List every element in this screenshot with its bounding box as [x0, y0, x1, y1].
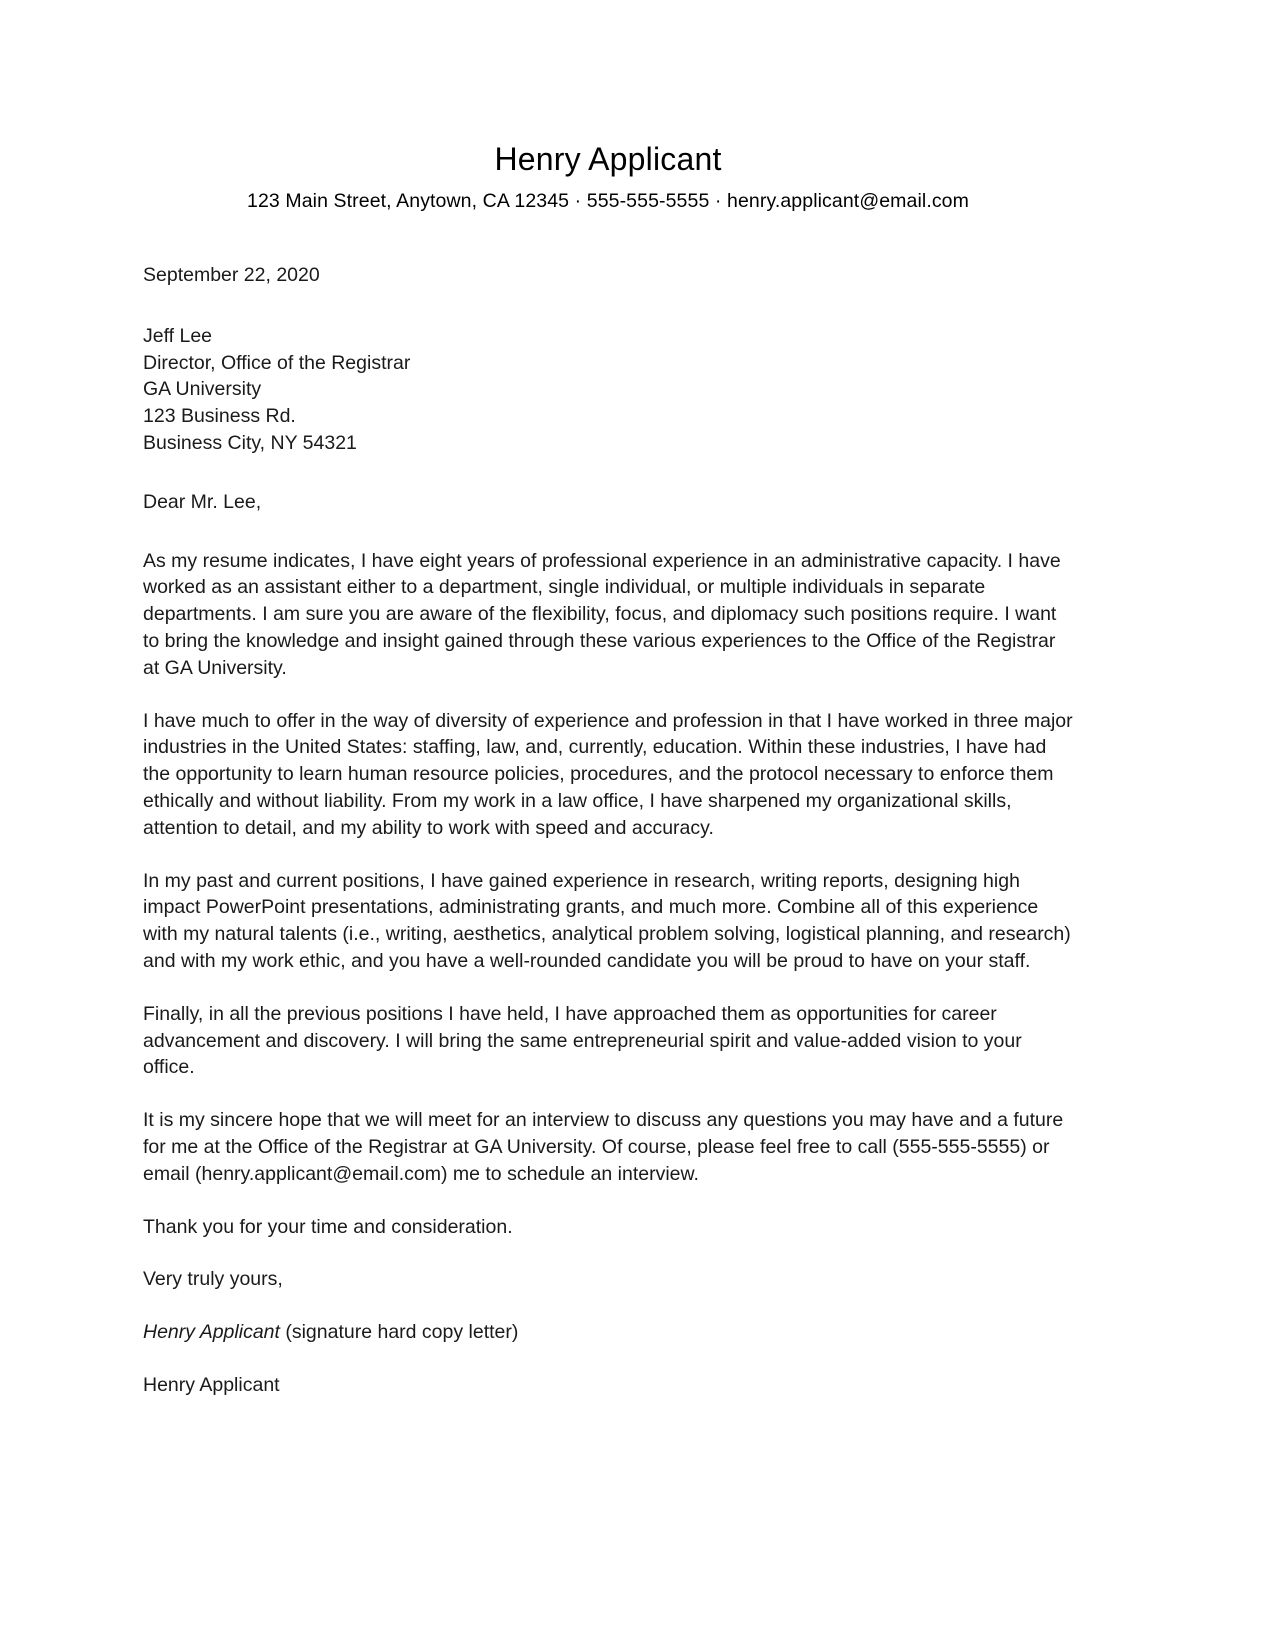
body-paragraph-2: I have much to offer in the way of diversity of experience and profession in that I have worked in three major industries in the United States: staffing, law, and, currently, education. Within these industries, I have had the opportunity to learn human resource policies, procedures, and the protocol necessary to enforce them ethically and without liability. From my work in a law office, I have sharpened my organizational skills, attention to detail, and my ability to work with speed and accuracy.: [143, 709, 1073, 839]
body-paragraph-6: Thank you for your time and consideration.: [143, 1215, 513, 1238]
recipient-organization: GA University: [143, 378, 262, 401]
signature-name: Henry Applicant: [143, 1321, 280, 1344]
closing-salutation: Very truly yours,: [143, 1268, 283, 1291]
recipient-street: 123 Business Rd.: [143, 405, 296, 428]
body-paragraph-5: It is my sincere hope that we will meet for an interview to discuss any questions you may have and a future for me at the Office of the Registrar at GA University. Of course, please feel free to call (555-555-5555) or email (henry.applicant@email.com) me to schedule an interview.: [143, 1109, 1064, 1185]
signature-note: (signature hard copy letter): [279, 1321, 519, 1344]
body-paragraph-1: As my resume indicates, I have eight years of professional experience in an administrative capacity. I have worked as an assistant either to a department, single individual, or multiple individuals in separate departments. I am sure you are aware of the flexibility, focus, and diplomacy such positions require. I want to bring the knowledge and insight gained through these various experiences to the Office of the Registrar at GA University.: [143, 549, 1061, 679]
body-paragraph-3: In my past and current positions, I have gained experience in research, writing reports, designing high impact PowerPoint presentations, administrating grants, and much more. Combine all of this experience with my natural talents (i.e., writing, aesthetics, analytical problem solving, logistical planning, and research) and with my work ethic, and you have a well-rounded candidate you will be proud to have on your staff.: [143, 869, 1071, 972]
contact-info-line: 123 Main Street, Anytown, CA 12345 · 555-555-5555 · henry.applicant@email.com: [247, 190, 969, 212]
recipient-address-block: [143, 323, 1073, 457]
letter-content: [143, 0, 1073, 1399]
body-paragraph-4: Finally, in all the previous positions I have held, I have approached them as opportunities for career advancement and discovery. I will bring the same entrepreneurial spirit and value-added vision to your office.: [143, 1002, 1022, 1079]
page-title: Henry Applicant: [494, 141, 722, 177]
letterhead: [143, 0, 1073, 214]
letter-body: [143, 262, 1073, 1399]
salutation: Dear Mr. Lee,: [143, 490, 262, 513]
letter-date: September 22, 2020: [143, 264, 320, 286]
recipient-city-state-zip: Business City, NY 54321: [143, 431, 357, 454]
recipient-title: Director, Office of the Registrar: [143, 351, 411, 374]
signature-block: [143, 1319, 1073, 1346]
recipient-name: Jeff Lee: [143, 324, 213, 347]
typed-signature-name: Henry Applicant: [143, 1373, 280, 1396]
